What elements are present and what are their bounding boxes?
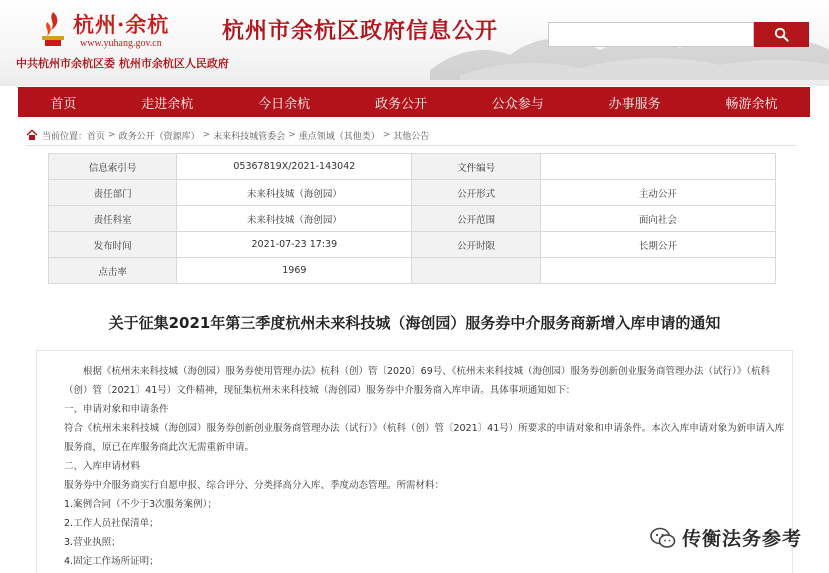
- breadcrumb-separator: >: [202, 130, 211, 140]
- breadcrumb-separator: >: [382, 130, 391, 140]
- search-icon: [774, 27, 789, 42]
- search-input[interactable]: [548, 22, 754, 47]
- table-key-cell: 点击率: [49, 258, 177, 284]
- wechat-icon: [650, 526, 676, 550]
- table-row: [49, 232, 776, 258]
- wechat-watermark: [650, 524, 802, 551]
- breadcrumb-separator: >: [108, 130, 116, 140]
- article-paragraph: 符合《杭州未来科技城（海创园）服务券创新创业服务商管理办法（试行）》（杭科（创）管〔2021〕41号）所要求的申请对象和申请条件。本次入库申请对象为新申请入库服务商，原已在库服务商此次无需重新申请。: [64, 423, 785, 453]
- table-value-cell: 未来科技城（海创园）: [177, 206, 412, 232]
- table-key-cell: 责任科室: [49, 206, 177, 232]
- article-title: 关于征集2021年第三季度杭州未来科技城（海创园）服务券中介服务商新增入库申请的通知: [108, 314, 721, 332]
- table-value-cell: 长期公开: [540, 232, 775, 258]
- article-list-item: 4.固定工作场所证明；: [64, 556, 159, 567]
- breadcrumb-divider: [26, 145, 796, 146]
- yuhang-logo-emblem-icon: [38, 10, 68, 48]
- site-header: [0, 0, 829, 86]
- breadcrumb-link-home[interactable]: 首页: [87, 131, 106, 142]
- breadcrumb-prefix: 当前位置：: [42, 131, 88, 142]
- home-icon: [26, 129, 38, 141]
- table-value-cell: 05367819X/2021-143042: [177, 154, 412, 180]
- table-value-cell: 1969: [177, 258, 412, 284]
- logo-text: 杭州·余杭: [73, 12, 170, 37]
- breadcrumb-separator: >: [288, 130, 296, 140]
- nav-item-today-yuhang[interactable]: 今日余杭: [258, 96, 311, 112]
- table-key-cell: 公开时限: [412, 232, 540, 258]
- table-value-cell: [540, 258, 775, 284]
- article-paragraph: 服务券中介服务商实行自愿申报、综合评分、分类择高分入库、季度动态管理。所需材料：: [64, 480, 445, 491]
- table-value-cell: 面向社会: [540, 206, 775, 232]
- breadcrumb-link-key-areas[interactable]: 重点领域（其他类）: [298, 131, 380, 142]
- nav-item-home[interactable]: 首页: [50, 96, 77, 112]
- article-paragraph: 根据《杭州未来科技城（海创园）服务券使用管理办法》杭科（创）管〔2020〕69号、《杭州未来科技城（海创园）服务券创新创业服务商管理办法（试行）》（杭科（创）管〔2021〕41号）文件精神，现征集杭州未来科技城（海创园）服务券中介服务商入库申请。具体事项通知如下：: [64, 366, 771, 396]
- table-key-cell: [412, 258, 540, 284]
- table-key-cell: 责任部门: [49, 180, 177, 206]
- article-section-heading: 二、入库申请材料: [64, 461, 141, 472]
- logo-url: www.yuhang.gov.cn: [80, 38, 162, 49]
- table-value-cell: [540, 154, 775, 180]
- search-button[interactable]: [754, 22, 809, 47]
- sub-organization-text: 中共杭州市余杭区委 杭州市余杭区人民政府: [16, 57, 229, 70]
- article-section-heading: 一、申请对象和申请条件: [64, 404, 169, 415]
- nav-item-government-affairs[interactable]: 政务公开: [374, 96, 427, 112]
- breadcrumb-link-other-notices[interactable]: 其他公告: [393, 131, 430, 142]
- table-row: [49, 154, 776, 180]
- main-nav: [18, 87, 810, 117]
- article-list-item: 1.案例合同（不少于3次服务案例）；: [64, 499, 217, 510]
- table-row: [49, 180, 776, 206]
- table-key-cell: 文件编号: [412, 154, 540, 180]
- nav-item-services[interactable]: 办事服务: [608, 96, 661, 112]
- site-title: 杭州市余杭区政府信息公开: [222, 19, 499, 44]
- table-key-cell: 发布时间: [49, 232, 177, 258]
- breadcrumb: [26, 127, 796, 143]
- table-value-cell: 未来科技城（海创园）: [177, 180, 412, 206]
- article-list-item: 2.工作人员社保清单；: [64, 518, 159, 529]
- table-row: [49, 258, 776, 284]
- table-value-cell: 主动公开: [540, 180, 775, 206]
- watermark-text: 传衡法务参考: [682, 528, 803, 550]
- table-value-cell: 2021-07-23 17:39: [177, 232, 412, 258]
- nav-item-about-yuhang[interactable]: 走进余杭: [141, 96, 194, 112]
- table-key-cell: 公开形式: [412, 180, 540, 206]
- document-info-table: [48, 153, 776, 284]
- breadcrumb-link-gov-affairs[interactable]: 政务公开（资源库）: [118, 131, 200, 142]
- nav-item-tourism[interactable]: 畅游余杭: [725, 96, 778, 112]
- nav-item-public-participation[interactable]: 公众参与: [491, 96, 544, 112]
- article-list-item: 3.营业执照；: [64, 537, 121, 548]
- table-key-cell: 公开范围: [412, 206, 540, 232]
- table-row: [49, 206, 776, 232]
- breadcrumb-link-committee[interactable]: 未来科技城管委会: [213, 131, 286, 142]
- table-key-cell: 信息索引号: [49, 154, 177, 180]
